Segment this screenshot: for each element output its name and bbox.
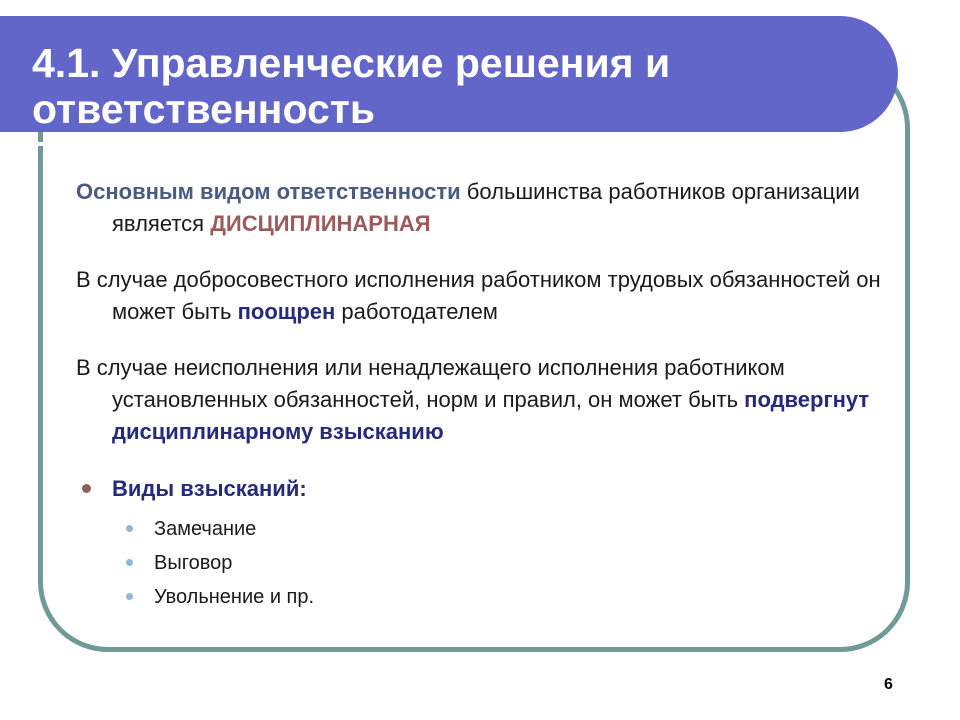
title-bar [0,16,898,132]
accent-word: ДИСЦИПЛИНАРНАЯ [210,211,431,236]
penalties-list [76,512,888,614]
list-item-text: Выговор [154,552,233,574]
title-underline [0,142,848,146]
list-item-text: Увольнение и пр. [154,586,315,608]
list-item [76,546,888,580]
list-item [76,580,888,614]
page-number: 6 [884,676,893,693]
paragraph-text: В случае добросовестного исполнения работником трудовых обязанностей он может быть [76,267,881,324]
list-item-text: Замечание [154,518,257,540]
paragraph-penalty [76,352,888,448]
slide-content [76,176,888,614]
sub-bullet-dot-icon [126,525,133,532]
paragraph-reward [76,264,888,328]
sub-bullet-dot-icon [126,593,133,600]
penalties-heading-text: Виды взысканий: [112,476,307,501]
emphasis-phrase: подвергнут дисциплинарному взысканию [112,387,870,444]
slide-title: 4.1. Управленческие решения и ответственность [32,40,671,132]
bullet-dot-icon [82,484,91,493]
sub-bullet-dot-icon [126,559,133,566]
paragraph-text: большинства работников организации является [112,179,860,236]
list-item [76,512,888,546]
penalties-heading [76,472,888,506]
lead-phrase: Основным видом ответственности [76,179,461,204]
paragraph-text: В случае неисполнения или ненадлежащего исполнения работником установленных обязанностей, норм и правил, он может быть [76,355,785,412]
emphasis-word: поощрен [237,299,336,324]
paragraph-text: работодателем [335,299,498,324]
paragraph-main-responsibility [76,176,888,240]
